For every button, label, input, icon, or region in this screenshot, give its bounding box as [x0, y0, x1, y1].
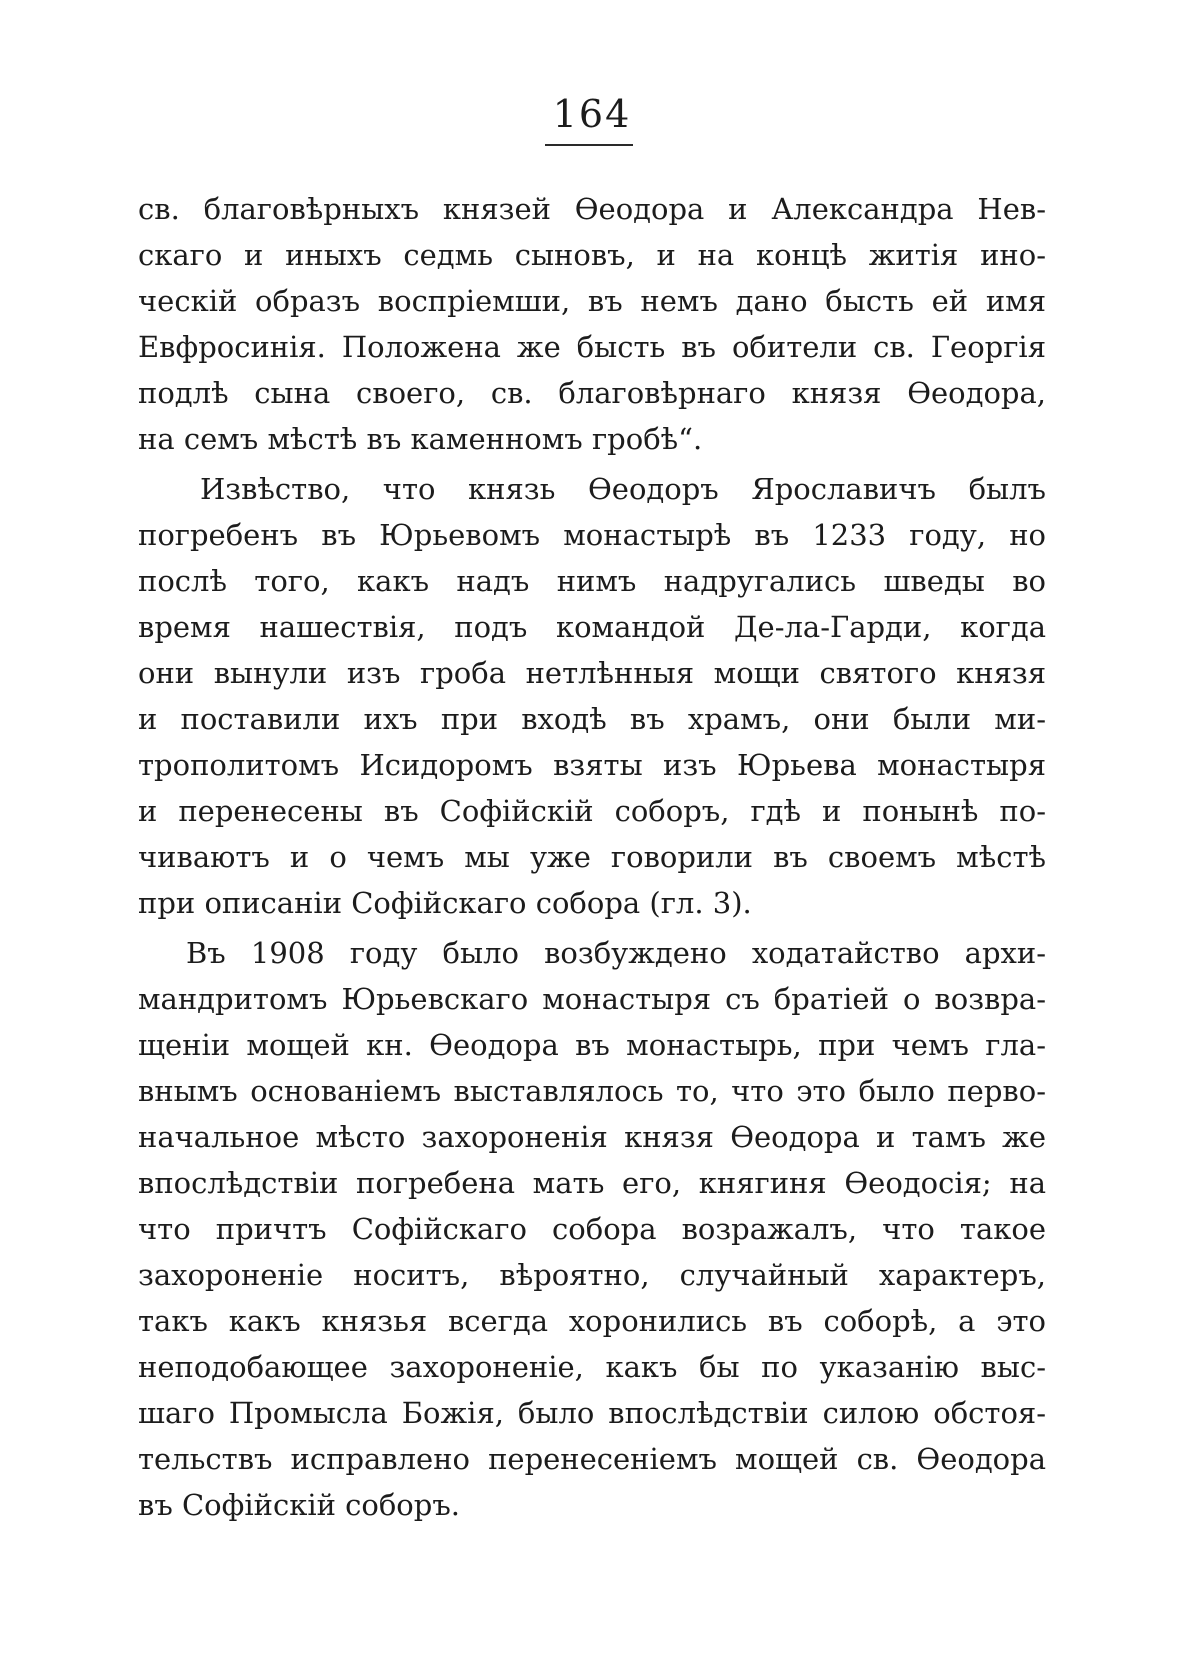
- text-line: внымъ основаніемъ выставлялось то, что это было перво-: [138, 1074, 1046, 1108]
- text-line: что причтъ Софійскаго собора возражалъ, что такое: [138, 1212, 1046, 1246]
- text-line: въ Софійскій соборъ.: [138, 1488, 460, 1522]
- text-line: неподобающее захороненіе, какъ бы по указанію выс-: [138, 1350, 1046, 1384]
- text-line: погребенъ въ Юрьевомъ монастырѣ въ 1233 году, но: [138, 518, 1046, 552]
- text-line: они вынули изъ гроба нетлѣнныя мощи святого князя: [138, 656, 1046, 690]
- paragraph-1: [138, 186, 1046, 462]
- page-number: 164: [552, 92, 632, 136]
- text-line: щеніи мощей кн. Ѳеодора въ монастырь, при чемъ гла-: [138, 1028, 1046, 1062]
- paragraph-3: [138, 930, 1046, 1528]
- text-line: при описаніи Софійскаго собора (гл. 3).: [138, 886, 752, 920]
- text-line: захороненіе носитъ, вѣроятно, случайный характеръ,: [138, 1258, 1046, 1292]
- page-number-rule: [545, 144, 633, 146]
- text-line: Евфросинія. Положена же бысть въ обители св. Георгія: [138, 330, 1046, 364]
- text-line: подлѣ сына своего, св. благовѣрнаго князя Ѳеодора,: [138, 376, 1046, 410]
- paragraph-2: [138, 466, 1046, 926]
- text-line: св. благовѣрныхъ князей Ѳеодора и Александра Нев-: [138, 192, 1046, 226]
- text-line: и перенесены въ Софійскій соборъ, гдѣ и понынѣ по-: [138, 794, 1046, 828]
- text-line: на семъ мѣстѣ въ каменномъ гробѣ“.: [138, 422, 703, 456]
- text-line: послѣ того, какъ надъ нимъ надругались шведы во: [138, 564, 1046, 598]
- text-line: и поставили ихъ при входѣ въ храмъ, они были ми-: [138, 702, 1046, 736]
- text-line: время нашествія, подъ командой Де-ла-Гарди, когда: [138, 610, 1046, 644]
- text-line: ческій образъ воспріемши, въ немъ дано бысть ей имя: [138, 284, 1046, 318]
- text-line: такъ какъ князья всегда хоронились въ соборѣ, а это: [138, 1304, 1046, 1338]
- text-line: Въ 1908 году было возбуждено ходатайство архи-: [186, 936, 1046, 970]
- text-line: чиваютъ и о чемъ мы уже говорили въ своемъ мѣстѣ: [138, 840, 1046, 874]
- text-line: тельствъ исправлено перенесеніемъ мощей св. Ѳеодора: [138, 1442, 1046, 1476]
- page-body: [138, 186, 1046, 1528]
- text-line: начальное мѣсто захороненія князя Ѳеодора и тамъ же: [138, 1120, 1046, 1154]
- text-line: скаго и иныхъ седмь сыновъ, и на концѣ житія ино-: [138, 238, 1046, 272]
- text-line: шаго Промысла Божія, было впослѣдствіи силою обстоя-: [138, 1396, 1046, 1430]
- text-line: мандритомъ Юрьевскаго монастыря съ братіей о возвра-: [138, 982, 1046, 1016]
- text-line: Извѣство, что князь Ѳеодоръ Ярославичъ былъ: [200, 472, 1046, 506]
- text-line: впослѣдствіи погребена мать его, княгиня Ѳеодосія; на: [138, 1166, 1046, 1200]
- text-line: трополитомъ Исидоромъ взяты изъ Юрьева монастыря: [138, 748, 1046, 782]
